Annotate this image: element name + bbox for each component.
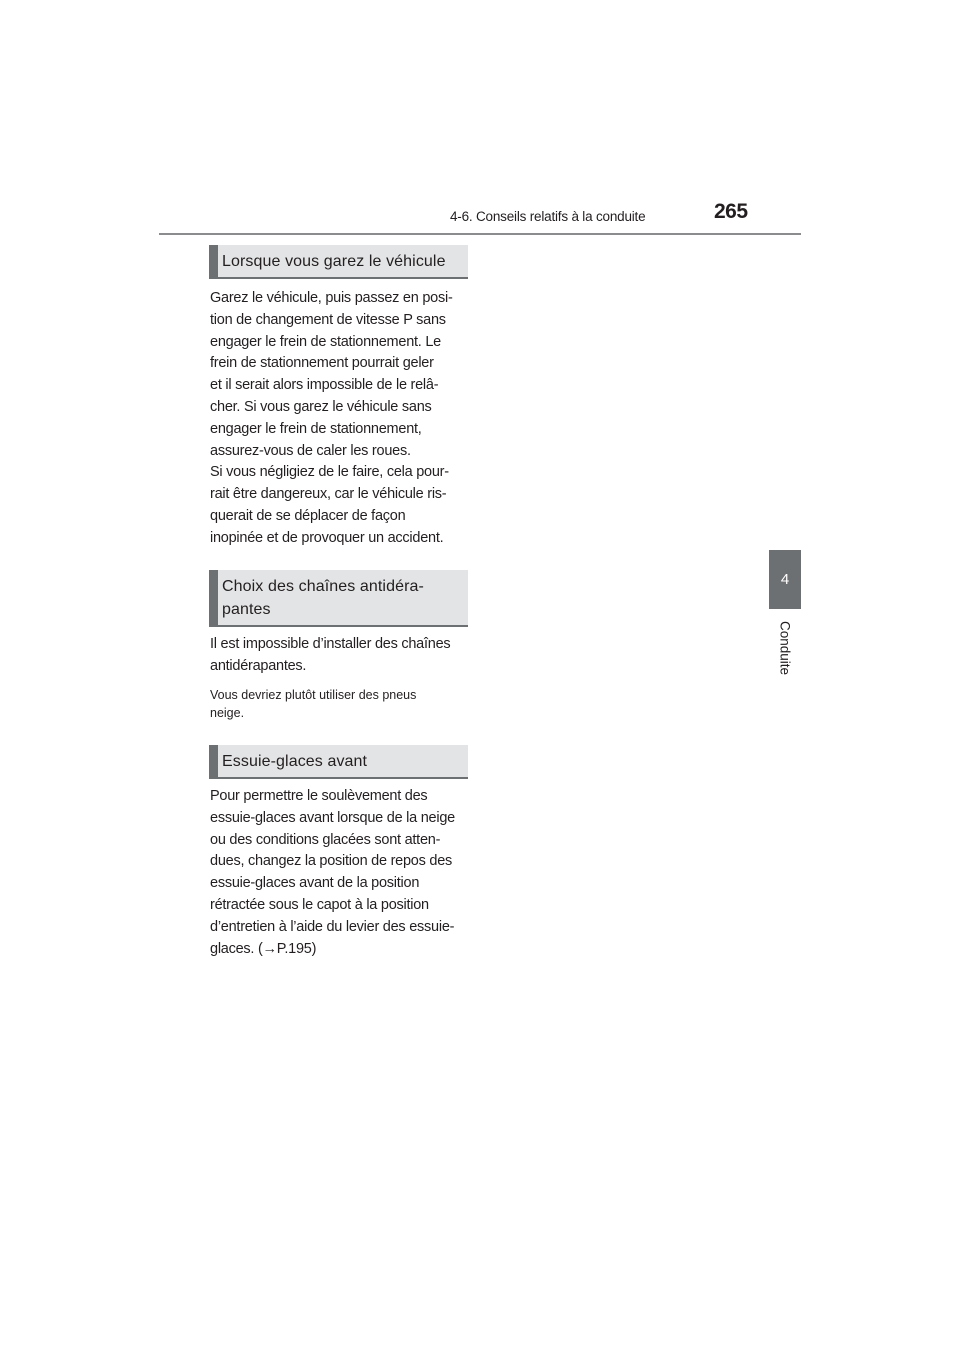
text-line: frein de stationnement pourrait geler [210, 355, 434, 372]
text-line: tion de changement de vitesse P sans [210, 311, 446, 328]
text-line: antidérapantes. [210, 657, 307, 674]
text-line: assurez-vous de caler les roues. [210, 442, 411, 459]
chapter-title: Conduite [777, 620, 793, 676]
chapter-number: 4 [780, 571, 790, 588]
section-heading-parking [209, 245, 468, 279]
text-line: querait de se déplacer de façon [210, 507, 406, 524]
text-line: cher. Si vous garez le véhicule sans [210, 398, 432, 415]
text-line: rétractée sous le capot à la position [210, 896, 429, 913]
text-line: dues, changez la position de repos des [210, 853, 453, 870]
section-heading-text: Essuie-glaces avant [222, 752, 368, 770]
page-number: 265 [714, 200, 748, 223]
section-heading-text: Choix des chaînes antidéra- [222, 577, 424, 595]
page-reference-link[interactable]: glaces. (→P.195) [210, 940, 317, 957]
text-line: inopinée et de provoquer un accident. [210, 529, 444, 546]
section-paragraph-wipers [210, 786, 472, 960]
text-line: Garez le véhicule, puis passez en posi- [210, 290, 453, 306]
text-line: rait être dangereux, car le véhicule ris- [210, 486, 447, 503]
text-line: Si vous négligiez de le faire, cela pour- [210, 464, 449, 481]
chapter-tab [769, 550, 801, 609]
text-line: essuie-glaces avant lorsque de la neige [210, 809, 455, 826]
text-line: engager le frein de stationnement. Le [210, 333, 441, 350]
text-line: et il serait alors impossible de le relâ- [210, 377, 439, 394]
text-line: ou des conditions glacées sont atten- [210, 831, 441, 848]
text-line: Il est impossible d’installer des chaînes [210, 636, 451, 652]
section-heading-text: Lorsque vous garez le véhicule [222, 252, 446, 270]
text-line: d’entretien à l’aide du levier des essuie- [210, 918, 455, 935]
text-line: essuie-glaces avant de la position [210, 875, 420, 892]
text-line: engager le frein de stationnement, [210, 420, 422, 437]
text-line: neige. [210, 706, 245, 720]
section-heading-wipers [209, 745, 468, 779]
text-line: Vous devriez plutôt utiliser des pneus [210, 688, 417, 702]
section-paragraph-parking [210, 288, 472, 550]
section-heading-snow-chains [209, 570, 468, 627]
running-header-section: 4-6. Conseils relatifs à la conduite [450, 209, 646, 224]
header-divider [159, 233, 801, 235]
section-paragraph-snow-chains [210, 634, 472, 678]
section-heading-text: pantes [222, 600, 271, 618]
text-line: Pour permettre le soulèvement des [210, 788, 428, 804]
section-note-snow-tires [210, 686, 472, 722]
